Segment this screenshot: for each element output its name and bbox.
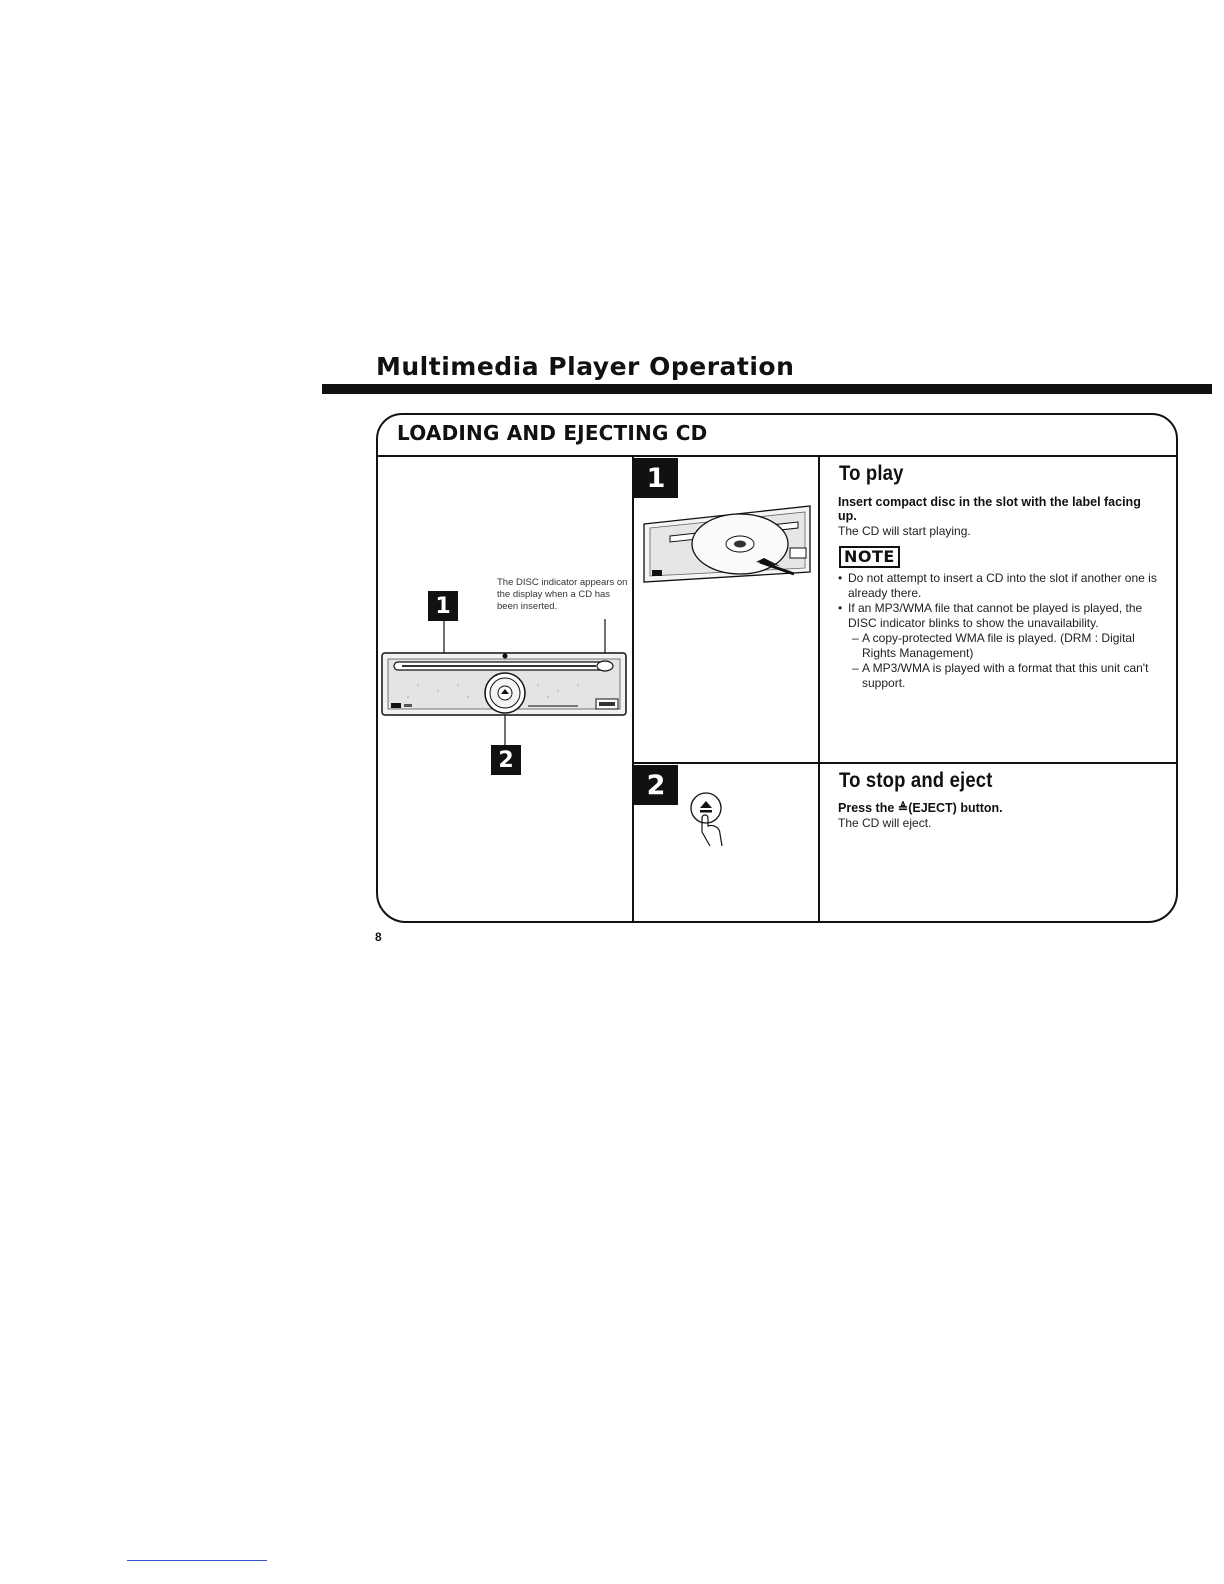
step-2-badge: 2	[634, 765, 678, 805]
note-sub-bullet: –	[852, 661, 859, 675]
row-divider	[633, 762, 1176, 764]
note-sub-bullet: –	[852, 631, 859, 645]
step-2-result: The CD will eject.	[838, 816, 932, 830]
note-bullet: •	[838, 571, 843, 585]
callout-badge-2: 2	[491, 745, 521, 775]
callout-badge-1: 1	[428, 591, 458, 621]
step-1-title: To play	[839, 462, 904, 485]
footer-line	[127, 1560, 267, 1561]
note-item	[838, 571, 1158, 601]
column-divider-1	[632, 456, 634, 921]
note-sub-item	[848, 631, 1158, 661]
note-item-text: If an MP3/WMA file that cannot be played is played, the DISC indicator blinks to show the unavailability.	[848, 601, 1143, 630]
note-sub-item-text: A copy-protected WMA file is played. (DRM : Digital Rights Management)	[862, 631, 1135, 660]
note-list	[838, 571, 1158, 691]
header-divider	[378, 455, 1176, 457]
page-number: 8	[375, 930, 382, 944]
insert-cd-illustration	[640, 502, 816, 590]
column-divider-2	[818, 456, 820, 921]
disc-indicator-caption: The DISC indicator appears on the display when a CD has been inserted.	[497, 577, 628, 612]
note-sub-item-text: A MP3/WMA is played with a format that this unit can't support.	[862, 661, 1149, 690]
stereo-front-panel-illustration	[378, 615, 630, 765]
note-item	[838, 601, 1158, 691]
step-1-instruction: Insert compact disc in the slot with the label facing up.	[838, 495, 1141, 523]
step-1-result: The CD will start playing.	[838, 524, 971, 538]
press-eject-illustration	[684, 788, 734, 848]
note-sub-item	[848, 661, 1158, 691]
note-bullet: •	[838, 601, 843, 615]
step-2-instruction: Press the ≜(EJECT) button.	[838, 801, 1003, 815]
note-item-text: Do not attempt to insert a CD into the slot if another one is already there.	[848, 571, 1157, 600]
step-2-title: To stop and eject	[839, 769, 993, 792]
section-heading: LOADING AND EJECTING CD	[397, 421, 708, 445]
note-label: NOTE	[839, 546, 900, 568]
step-1-badge: 1	[634, 458, 678, 498]
title-rule	[322, 384, 1212, 394]
page-title: Multimedia Player Operation	[376, 352, 795, 381]
